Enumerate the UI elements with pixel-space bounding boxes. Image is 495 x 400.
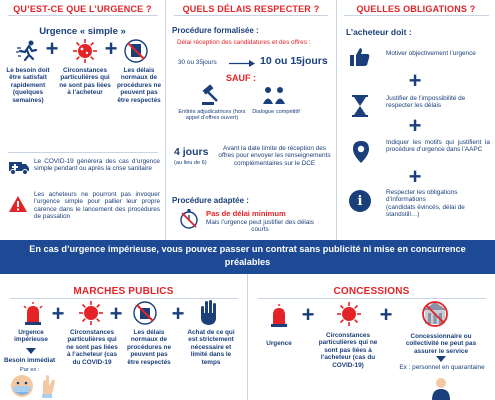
col1-item-label: Circonstances particulières qui ne sont pas liées à l’acheteur <box>59 67 111 97</box>
hands-icon <box>40 374 58 398</box>
delay-label: Délai réception des candidatures et des offres : <box>177 39 311 46</box>
ambulance-icon <box>8 158 30 176</box>
person-icon <box>430 376 452 400</box>
from-days: 30 ou 35jours <box>178 59 217 66</box>
sauf-label: SAUF : <box>226 73 256 83</box>
exception-label: Entités adjudicatrices (hors appel d’offres ouvert) <box>178 109 246 122</box>
delay-row <box>174 55 334 69</box>
plus-icon: + <box>379 302 393 327</box>
arrow-down-icon <box>436 356 446 362</box>
proc-adapted-title: Procédure adaptée : <box>172 196 249 205</box>
arrow-down-icon <box>26 348 36 354</box>
col3-item-label: Justifier de l’impossibilité de respecter les délais <box>386 95 466 110</box>
location-pin-icon <box>352 140 370 164</box>
banner-text: En cas d’urgence impérieuse, vous pouvez passer un contrat sans publicité ni mise en concurrence préalables <box>29 244 466 267</box>
col3-item-label: Respecter les obligations d’informations <box>386 189 458 204</box>
plus-icon: + <box>51 301 65 326</box>
four-days-sub: (au lieu de 6) <box>174 160 207 166</box>
col3-header: QUELLES OBLIGATIONS ? <box>356 4 476 14</box>
warning-icon <box>8 195 28 213</box>
col1-header: QU’EST-CE QUE L’URGENCE ? <box>13 4 152 14</box>
no-clock-icon <box>132 300 158 326</box>
col1-item-label: Le besoin doit être satisfait rapidement (quelques semaines) <box>6 67 50 104</box>
col2-header-rule <box>174 15 328 16</box>
plus-icon: + <box>104 36 118 61</box>
no-stopwatch-icon <box>178 208 200 230</box>
gavel-icon <box>200 84 222 106</box>
need-label: Besoin immédiat <box>4 357 56 364</box>
virus-icon <box>336 301 362 327</box>
no-clock-icon <box>123 38 149 64</box>
virus-icon <box>72 38 98 64</box>
col2-header: QUELS DÉLAIS RESPECTER ? <box>182 4 320 14</box>
virus-icon <box>78 300 104 326</box>
concessions-item-label: Concessionnaire ou collectivité ne peut pas assurer le service <box>405 333 477 355</box>
runner-icon <box>16 40 40 62</box>
concessions-header: CONCESSIONS <box>333 286 410 297</box>
example-label: Par ex : <box>20 367 40 373</box>
col1-note: Le COVID-19 générera des cas d’urgence simple pendant ou après la crise sanitaire <box>34 158 160 173</box>
col3-item-label: Motiver objectivement l’urgence <box>386 50 476 57</box>
closed-building-icon <box>420 298 450 328</box>
plus-icon: + <box>301 302 315 327</box>
marches-item-label: Les délais normaux de procédures ne peuvent pas être respectés <box>126 329 172 366</box>
plus-icon: + <box>45 36 59 61</box>
col3-intro: L’acheteur doit : <box>346 27 412 37</box>
no-min-label: Pas de délai minimum <box>206 209 286 218</box>
col1-header-rule <box>8 15 158 16</box>
column-divider <box>336 0 337 240</box>
marches-header: MARCHES PUBLICS <box>73 286 174 297</box>
no-min-sub: Mais l’urgence peut justifier des délais courts <box>206 219 314 234</box>
marches-item-label: Achat de ce qui est strictement nécessaire et limité dans le temps <box>187 329 235 366</box>
concessions-item-label: Urgence <box>266 340 292 347</box>
plus-icon: + <box>408 164 422 189</box>
stop-hand-icon <box>198 298 220 326</box>
plus-icon: + <box>109 301 123 326</box>
plus-icon: + <box>408 68 422 93</box>
concessions-header-rule <box>258 298 486 299</box>
plus-icon: + <box>171 301 185 326</box>
col1-item-label: Les délais normaux de procédures ne peuvent pas être respectés <box>116 67 162 104</box>
marches-item-label: Urgence impérieuse <box>14 329 48 344</box>
col3-item-label: Indiquer les motifs qui justifient la procédure d’urgence dans l’AAPC <box>386 139 490 154</box>
plus-icon: + <box>408 113 422 138</box>
marches-item-label: Circonstances particulières qui ne sont pas liées à l’acheteur (cas du COVID-19 <box>66 329 118 366</box>
col1-note: Les acheteurs ne pourront pas invoquer l’urgence simple pour pallier leur propre carence dans le lancement des procédures de passation <box>34 191 160 221</box>
info-icon: i <box>349 190 371 212</box>
thumbs-up-icon <box>349 46 371 68</box>
dialogue-icon <box>262 84 286 106</box>
col3-item-sub: (candidats évincés, délai de standstill…) <box>386 204 465 219</box>
urgence-imperieuse-banner <box>0 240 495 274</box>
alarm-siren-icon <box>22 302 44 326</box>
arrow-right-icon <box>229 60 255 67</box>
hourglass-icon <box>351 95 369 117</box>
col1-title: Urgence « simple » <box>39 26 126 37</box>
concessions-item-label: Circonstances particulières qui ne sont pas liées à l’acheteur (cas du COVID-19) <box>318 332 378 369</box>
four-days-text: Avant la date limite de réception des offres pour envoyer les renseignements complémentaires sur le DCE <box>218 145 331 167</box>
alarm-siren-icon <box>268 304 290 328</box>
concessions-example: Ex : personnel en quarantaine <box>399 364 485 371</box>
four-days: 4 jours <box>174 146 209 158</box>
exception-label: Dialogue compétitif <box>252 109 300 115</box>
mask-face-icon <box>8 373 36 400</box>
proc-formal-title: Procédure formalisée : <box>172 26 259 35</box>
to-days: 10 ou 15jours <box>260 55 328 67</box>
column-divider <box>165 0 166 240</box>
col3-header-rule <box>344 15 489 16</box>
divider <box>8 152 158 153</box>
